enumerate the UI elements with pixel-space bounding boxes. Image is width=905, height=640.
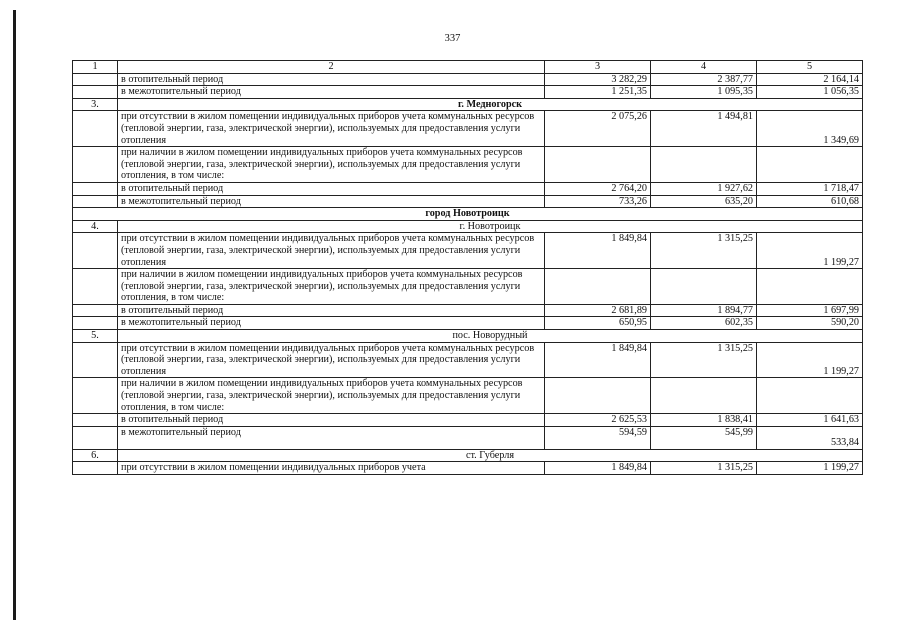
section-title: г. Новотроицк xyxy=(118,220,863,233)
table-row xyxy=(73,233,863,269)
value-col-5-cell: 1 199,27 xyxy=(757,462,863,475)
row-description-cell: в отопительный период xyxy=(118,414,545,427)
table-row xyxy=(73,111,863,147)
row-number-cell xyxy=(73,414,118,427)
row-number-cell xyxy=(73,269,118,305)
value-col-4-cell: 635,20 xyxy=(651,195,757,208)
row-description-cell: при отсутствии в жилом помещении индивидуальных приборов учета коммунальных ресурсов (тепловой энергии, газа, электрической энергии), используемых для предоставления услуги отопления xyxy=(118,111,545,147)
value-col-4-cell xyxy=(651,378,757,414)
value-col-3-cell: 2 075,26 xyxy=(545,111,651,147)
column-number-5: 5 xyxy=(757,61,863,74)
table-row xyxy=(73,426,863,449)
value-col-3-cell: 2 681,89 xyxy=(545,304,651,317)
value-col-5-cell: 1 697,99 xyxy=(757,304,863,317)
value-col-5-cell xyxy=(757,147,863,183)
value-col-3-cell xyxy=(545,269,651,305)
table-row xyxy=(73,269,863,305)
value-col-4-cell: 1 095,35 xyxy=(651,86,757,99)
value-col-4-cell: 1 494,81 xyxy=(651,111,757,147)
row-number-cell xyxy=(73,233,118,269)
row-number-cell xyxy=(73,462,118,475)
row-number-cell xyxy=(73,304,118,317)
value-col-5-cell xyxy=(757,378,863,414)
table-row xyxy=(73,414,863,427)
value-col-3-cell xyxy=(545,378,651,414)
value-col-4-cell: 1 315,25 xyxy=(651,233,757,269)
value-col-4-cell: 2 387,77 xyxy=(651,73,757,86)
column-number-row xyxy=(73,61,863,74)
value-col-4-cell: 602,35 xyxy=(651,317,757,330)
row-number-cell xyxy=(73,195,118,208)
table-row xyxy=(73,317,863,330)
row-description-cell: в отопительный период xyxy=(118,73,545,86)
row-description-cell: в межотопительный период xyxy=(118,426,545,449)
section-title: пос. Новорудный xyxy=(118,330,863,343)
value-col-5-cell: 1 349,69 xyxy=(757,111,863,147)
value-col-5-cell xyxy=(757,269,863,305)
table-row xyxy=(73,342,863,378)
section-title: ст. Губерля xyxy=(118,449,863,462)
row-description-cell: в отопительный период xyxy=(118,182,545,195)
row-description-cell: в отопительный период xyxy=(118,304,545,317)
value-col-3-cell: 1 849,84 xyxy=(545,233,651,269)
value-col-4-cell: 1 894,77 xyxy=(651,304,757,317)
row-number-cell xyxy=(73,182,118,195)
table-row xyxy=(73,86,863,99)
value-col-3-cell: 733,26 xyxy=(545,195,651,208)
value-col-4-cell: 1 838,41 xyxy=(651,414,757,427)
value-col-4-cell xyxy=(651,269,757,305)
value-col-5-cell: 1 199,27 xyxy=(757,342,863,378)
row-description-cell: при отсутствии в жилом помещении индивидуальных приборов учета xyxy=(118,462,545,475)
row-description-cell: при наличии в жилом помещении индивидуальных приборов учета коммунальных ресурсов (тепловой энергии, газа, электрической энергии), используемых для предоставления услуги отопления, в том числе: xyxy=(118,269,545,305)
row-number-cell xyxy=(73,317,118,330)
table-row xyxy=(73,304,863,317)
value-col-3-cell: 594,59 xyxy=(545,426,651,449)
value-col-3-cell: 3 282,29 xyxy=(545,73,651,86)
row-number-cell xyxy=(73,111,118,147)
table-body xyxy=(73,61,863,475)
group-row xyxy=(73,208,863,221)
row-number-cell xyxy=(73,147,118,183)
value-col-5-cell: 1 056,35 xyxy=(757,86,863,99)
section-row xyxy=(73,449,863,462)
value-col-3-cell: 650,95 xyxy=(545,317,651,330)
column-number-4: 4 xyxy=(651,61,757,74)
table-row xyxy=(73,462,863,475)
row-description-cell: в межотопительный период xyxy=(118,86,545,99)
section-row xyxy=(73,98,863,111)
row-number-cell xyxy=(73,73,118,86)
value-col-5-cell: 533,84 xyxy=(757,426,863,449)
tariff-table xyxy=(72,60,863,475)
section-title: г. Медногорск xyxy=(118,98,863,111)
row-description-cell: при отсутствии в жилом помещении индивидуальных приборов учета коммунальных ресурсов (тепловой энергии, газа, электрической энергии), используемых для предоставления услуги отопления xyxy=(118,233,545,269)
table-row xyxy=(73,195,863,208)
value-col-4-cell: 1 315,25 xyxy=(651,462,757,475)
table-row xyxy=(73,182,863,195)
section-row xyxy=(73,330,863,343)
row-description-cell: при наличии в жилом помещении индивидуальных приборов учета коммунальных ресурсов (тепловой энергии, газа, электрической энергии), используемых для предоставления услуги отопления, в том числе: xyxy=(118,147,545,183)
group-title: город Новотроицк xyxy=(73,208,863,221)
table-row xyxy=(73,147,863,183)
value-col-5-cell: 1 718,47 xyxy=(757,182,863,195)
row-description-cell: в межотопительный период xyxy=(118,195,545,208)
value-col-3-cell: 1 849,84 xyxy=(545,462,651,475)
value-col-3-cell: 2 625,53 xyxy=(545,414,651,427)
page-number: 337 xyxy=(444,33,461,44)
value-col-5-cell: 590,20 xyxy=(757,317,863,330)
value-col-5-cell: 2 164,14 xyxy=(757,73,863,86)
row-number-cell xyxy=(73,426,118,449)
table-row xyxy=(73,378,863,414)
row-description-cell: при отсутствии в жилом помещении индивидуальных приборов учета коммунальных ресурсов (тепловой энергии, газа, электрической энергии), используемых для предоставления услуги отопления xyxy=(118,342,545,378)
value-col-5-cell: 610,68 xyxy=(757,195,863,208)
section-number: 3. xyxy=(73,98,118,111)
row-description-cell: в межотопительный период xyxy=(118,317,545,330)
value-col-4-cell: 1 315,25 xyxy=(651,342,757,378)
value-col-4-cell xyxy=(651,147,757,183)
value-col-3-cell xyxy=(545,147,651,183)
row-number-cell xyxy=(73,342,118,378)
column-number-2: 2 xyxy=(118,61,545,74)
row-number-cell xyxy=(73,378,118,414)
row-number-cell xyxy=(73,86,118,99)
value-col-4-cell: 545,99 xyxy=(651,426,757,449)
value-col-3-cell: 1 251,35 xyxy=(545,86,651,99)
row-description-cell: при наличии в жилом помещении индивидуальных приборов учета коммунальных ресурсов (тепловой энергии, газа, электрической энергии), используемых для предоставления услуги отопления, в том числе: xyxy=(118,378,545,414)
section-row xyxy=(73,220,863,233)
page-edge-bar xyxy=(13,10,16,620)
section-number: 5. xyxy=(73,330,118,343)
column-number-3: 3 xyxy=(545,61,651,74)
section-number: 6. xyxy=(73,449,118,462)
value-col-5-cell: 1 641,63 xyxy=(757,414,863,427)
value-col-5-cell: 1 199,27 xyxy=(757,233,863,269)
value-col-4-cell: 1 927,62 xyxy=(651,182,757,195)
column-number-1: 1 xyxy=(73,61,118,74)
section-number: 4. xyxy=(73,220,118,233)
table-row xyxy=(73,73,863,86)
value-col-3-cell: 2 764,20 xyxy=(545,182,651,195)
value-col-3-cell: 1 849,84 xyxy=(545,342,651,378)
